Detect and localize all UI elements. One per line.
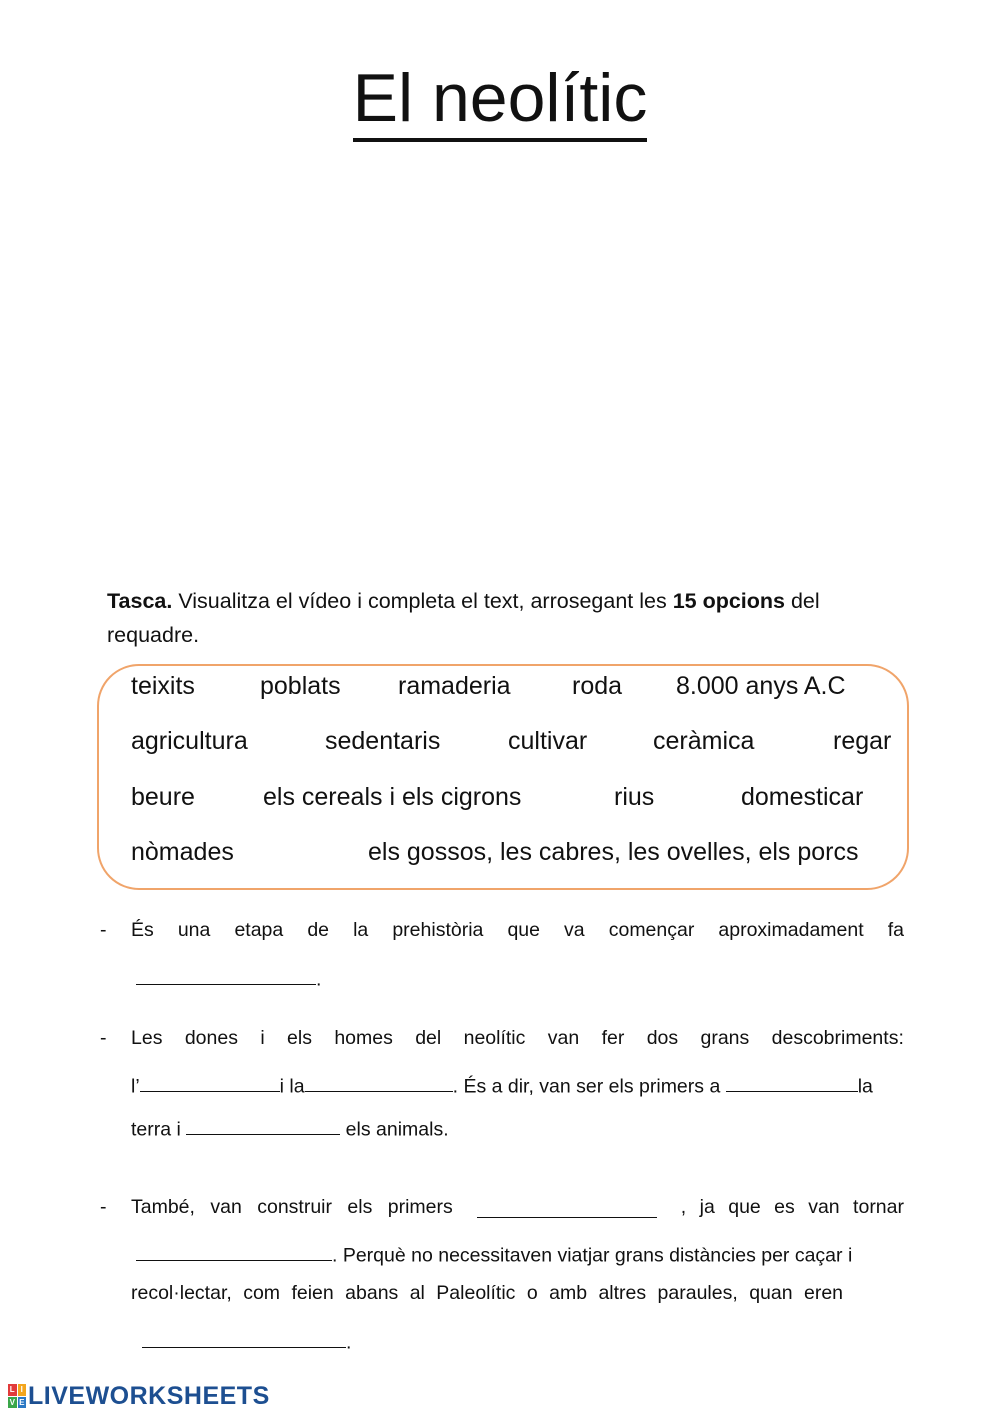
q1-word: fa xyxy=(887,919,904,941)
task-instruction xyxy=(107,584,907,652)
q2-word: grans xyxy=(700,1027,750,1049)
blank-field[interactable] xyxy=(477,1196,657,1218)
blank-field[interactable] xyxy=(140,1070,280,1092)
q3-line3: recol·lectar, com feien abans al Paleolític o amb altres paraules, quan eren xyxy=(131,1282,844,1304)
q2-word: Les xyxy=(131,1027,163,1049)
word-option[interactable]: domesticar xyxy=(741,783,864,811)
logo-letter: E xyxy=(19,1397,25,1407)
q2-word: neolític xyxy=(463,1027,526,1049)
word-option[interactable]: poblats xyxy=(260,672,341,700)
q1-word: la xyxy=(353,919,369,941)
question-3-line-4 xyxy=(142,1326,915,1354)
word-option[interactable]: roda xyxy=(572,672,623,700)
bullet-dash: - xyxy=(100,1027,107,1049)
word-option[interactable]: beure xyxy=(131,783,195,811)
q2-word: els xyxy=(287,1027,312,1049)
q2-word: fer xyxy=(601,1027,625,1049)
task-options-count: 15 opcions xyxy=(672,589,785,613)
q1-word: que xyxy=(507,919,540,941)
question-2-line-1 xyxy=(131,1027,904,1050)
q2-la: la xyxy=(857,1075,873,1098)
liveworksheets-logo xyxy=(8,1380,270,1412)
bullet-dash: - xyxy=(100,1196,107,1218)
page-title xyxy=(0,58,1000,138)
q2-word: homes xyxy=(334,1027,393,1049)
blank-field[interactable] xyxy=(726,1070,858,1092)
q2-word: i xyxy=(260,1027,265,1049)
question-1-line-2 xyxy=(136,963,909,991)
blank-field[interactable] xyxy=(305,1070,453,1092)
q3-mid: , ja que es van tornar xyxy=(680,1196,904,1218)
q2-word: del xyxy=(415,1027,442,1049)
word-option[interactable]: teixits xyxy=(131,672,195,700)
q1-word: aproximadament xyxy=(718,919,864,941)
question-3-line-1 xyxy=(131,1196,904,1219)
q3-end: . xyxy=(346,1331,352,1354)
q2-word: dones xyxy=(184,1027,238,1049)
word-option[interactable]: rius xyxy=(614,783,655,811)
logo-letter: V xyxy=(9,1397,15,1407)
q3-start: També, van construir els primers xyxy=(131,1196,453,1218)
word-option[interactable]: ramaderia xyxy=(398,672,511,700)
word-option[interactable]: els cereals i els cigrons xyxy=(263,783,522,811)
question-3-line-3 xyxy=(131,1282,904,1305)
word-option[interactable]: regar xyxy=(833,727,892,755)
word-option[interactable]: nòmades xyxy=(131,838,234,866)
q2-word: dos xyxy=(646,1027,679,1049)
word-option[interactable]: ceràmica xyxy=(653,727,755,755)
liveworksheets-brand: LIVEWORKSHEETS xyxy=(28,1381,270,1410)
q2-mid: . És a dir, van ser els primers a xyxy=(452,1075,726,1098)
word-option[interactable]: sedentaris xyxy=(325,727,441,755)
question-2-line-3 xyxy=(131,1113,904,1141)
task-label: Tasca. xyxy=(107,589,173,613)
logo-letter: I xyxy=(18,1384,27,1396)
liveworksheets-mark-icon xyxy=(8,1384,26,1408)
question-2-line-2 xyxy=(131,1070,904,1098)
question-1-line-1 xyxy=(131,919,904,942)
word-option[interactable]: cultivar xyxy=(508,727,588,755)
bullet-dash: - xyxy=(100,919,107,941)
q2-end: els animals. xyxy=(340,1118,449,1141)
q3-line2: . Perquè no necessitaven viatjar grans distàncies per caçar i xyxy=(332,1244,853,1267)
blank-field[interactable] xyxy=(136,963,316,985)
question-3-line-2 xyxy=(136,1239,909,1267)
q2-l-prefix: l’ xyxy=(131,1075,140,1098)
blank-field[interactable] xyxy=(142,1326,346,1348)
blank-field[interactable] xyxy=(136,1239,332,1261)
q2-terra-i: terra i xyxy=(131,1118,187,1141)
task-text-before: Visualitza el vídeo i completa el text, arrosegant les xyxy=(172,589,673,613)
q2-i-la: i la xyxy=(279,1075,305,1098)
q1-word: una xyxy=(177,919,211,941)
q2-word: van xyxy=(547,1027,580,1049)
q1-word: començar xyxy=(608,919,695,941)
q1-word: va xyxy=(564,919,585,941)
q2-word: descobriments: xyxy=(771,1027,904,1049)
word-option[interactable]: els gossos, les cabres, les ovelles, els porcs xyxy=(368,838,859,866)
q1-word: de xyxy=(307,919,330,941)
task-text-after: del requadre. xyxy=(107,589,820,647)
logo-letter: L xyxy=(9,1385,15,1394)
q1-word: És xyxy=(131,919,154,941)
word-option[interactable]: 8.000 anys A.C xyxy=(676,672,846,700)
page-title-text: El neolític xyxy=(353,60,648,142)
word-option[interactable]: agricultura xyxy=(131,727,248,755)
q1-word: prehistòria xyxy=(392,919,484,941)
blank-field[interactable] xyxy=(186,1113,340,1135)
q1-end: . xyxy=(316,968,322,991)
q1-word: etapa xyxy=(234,919,284,941)
